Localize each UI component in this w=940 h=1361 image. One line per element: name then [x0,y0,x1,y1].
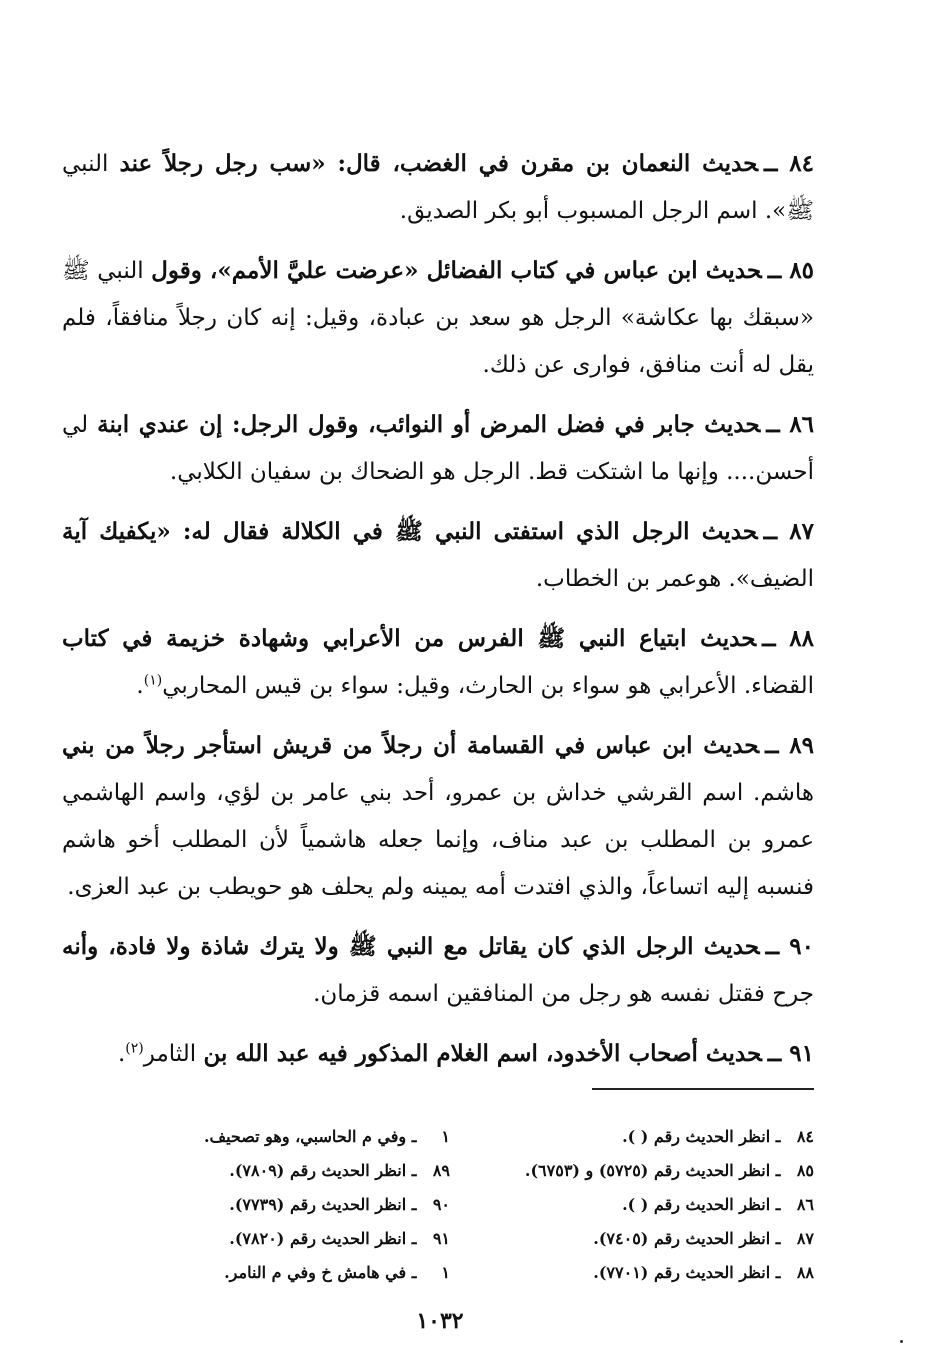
entry-body: الثامر [143,1041,197,1067]
footnote-text: ـ انظر الحديث رقم (٧٤٠٥). [593,1229,781,1248]
footnote-number: ١ [441,1263,450,1282]
entry-body: النبي ﷺ». اسم الرجل المسبوب أبو بكر الصديق. [62,151,814,224]
entry-number: ٨٦ ــ [766,411,815,438]
entry-number: ٩٠ ــ [765,933,814,960]
entry-body: جرح فقتل نفسه هو رجل من المنافقين اسمه قزمان. [313,981,814,1007]
footnote [480,1222,814,1256]
entry-number: ٨٤ ــ [764,150,815,177]
hadith-entry [62,923,814,1018]
entry-body: لي أحسن.... وإنها ما اشتكت قط. الرجل هو الضحاك بن سفيان الكلابي. [62,412,814,485]
footnote-text: ـ انظر الحديث رقم (٧٨٠٩). [229,1161,417,1180]
footnote-number: ٨٧ [796,1229,814,1248]
entry-heading: حديث ابتياع النبي ﷺ الفرس من الأعرابي وشهادة خزيمة في كتاب [62,625,757,652]
footnote [120,1154,450,1188]
hadith-entry: ٩١ ــحديث أصحاب الأخدود، اسم الغلام المذكور فيه عبد الله بن الثامر$^{(٢)}$. [117,1040,814,1067]
entry-number: ٨٥ ــ [767,257,815,284]
footnote-text: ـ انظر الحديث رقم (٧٨٢٠). [229,1229,417,1248]
footnote-text: ـ وفي م الحاسبي، وهو تصحيف. [203,1127,417,1146]
hadith-entry: ٨٨ ــحديث ابتياع النبي ﷺ الفرس من الأعرابي وشهادة خزيمة في كتاب القضاء. الأعرابي هو سواء بن الحارث، وقيل: سواء بن قيس المحاربي$^{(١)}$. [62,625,814,699]
footnote-text: ـ انظر الحديث رقم ( ). [622,1127,781,1146]
entry-body: القضاء. الأعرابي هو سواء بن الحارث، وقيل: سواء بن قيس المحاربي [162,673,814,699]
footnote-number: ٨٦ [796,1195,814,1214]
footnote-text: ـ انظر الحديث رقم (٧٧٠١). [593,1263,781,1282]
footnote [480,1154,814,1188]
entry-body: هاشم. اسم القرشي خداش بن عمرو، أحد بني عامر بن لؤي، واسم الهاشمي عمرو بن المطلب بن عبد مناف، وإنما جعله هاشمياً لأن المطلب أخو هاشم فنسبه إليه اتساعاً، والذي افتدت أمه يمينه ولم يحلف هو حويطب بن عبد العزى. [62,780,814,900]
entry-number: ٩١ ــ [767,1040,814,1067]
entry-heading: حديث ابن عباس في القسامة أن رجلاً من قريش استأجر رجلاً من بني [62,732,760,759]
entry-number: ٨٧ ــ [763,518,814,545]
entry-heading: حديث الرجل الذي كان يقاتل مع النبي ﷺ ولا يترك شاذة ولا فادة، وأنه [62,933,760,960]
hadith-entry [62,247,814,389]
hadith-entry [62,401,814,496]
scan-speck [900,1340,903,1343]
hadith-entry [62,722,814,911]
footnote [120,1222,450,1256]
footnote-separator [592,1088,814,1090]
entry-body: الضيف». هوعمر بن الخطاب. [535,566,814,592]
hadith-entry [62,140,814,235]
entry-number: ٨٨ ــ [762,625,814,652]
footnote-marker: (٢) [125,1040,144,1057]
footnote-marker: (١) [143,672,163,689]
footnote [480,1188,814,1222]
footnote [480,1256,814,1290]
page-number: ١٠٣٢ [416,1308,464,1334]
hadith-entries [62,140,814,1090]
entry-heading: حديث النعمان بن مقرن في الغضب، قال: «سب رجل رجلاً عند [119,150,759,177]
footnote-text: ـ انظر الحديث رقم (٥٧٢٥) و (٦٧٥٣). [524,1161,781,1180]
entry-heading: حديث ابن عباس في كتاب الفضائل «عرضت عليَّ الأمم»، وقول [151,257,762,284]
entry-heading: حديث الرجل الذي استفتى النبي ﷺ في الكلالة فقال له: «يكفيك آية [62,518,758,545]
footnote-text: ـ في هامش خ وفي م النامر. [224,1263,417,1282]
footnote-number: ٨٥ [796,1161,814,1180]
entry-body: النبي ﷺ «سبقك بها عكاشة» الرجل هو سعد بن عبادة، وقيل: إنه كان رجلاً منافقاً، فلم يقل له أنت منافق، فوارى عن ذلك. [62,258,814,378]
footnote [120,1188,450,1222]
footnote-number: ٨٤ [796,1127,814,1146]
footnote [120,1256,450,1290]
footnotes-right-column [480,1120,814,1290]
footnote-number: ٨٩ [432,1161,450,1180]
entry-heading: حديث جابر في فضل المرض أو النوائب، وقول الرجل: إن عندي ابنة [97,411,761,438]
footnote-text: ـ انظر الحديث رقم ( ). [622,1195,781,1214]
hadith-entry [62,508,814,603]
entry-heading: حديث أصحاب الأخدود، اسم الغلام المذكور فيه عبد الله بن [203,1040,762,1067]
footnote-number: ٩٠ [432,1195,450,1214]
footnote-number: ١ [441,1127,450,1146]
footnotes-left-column [120,1120,450,1290]
footnote-number: ٩١ [432,1229,450,1248]
footnote-text: ـ انظر الحديث رقم (٧٧٣٩). [229,1195,417,1214]
footnote-number: ٨٨ [796,1263,814,1282]
footnote [480,1120,814,1154]
footnote [120,1120,450,1154]
entry-number: ٨٩ ــ [765,732,815,759]
